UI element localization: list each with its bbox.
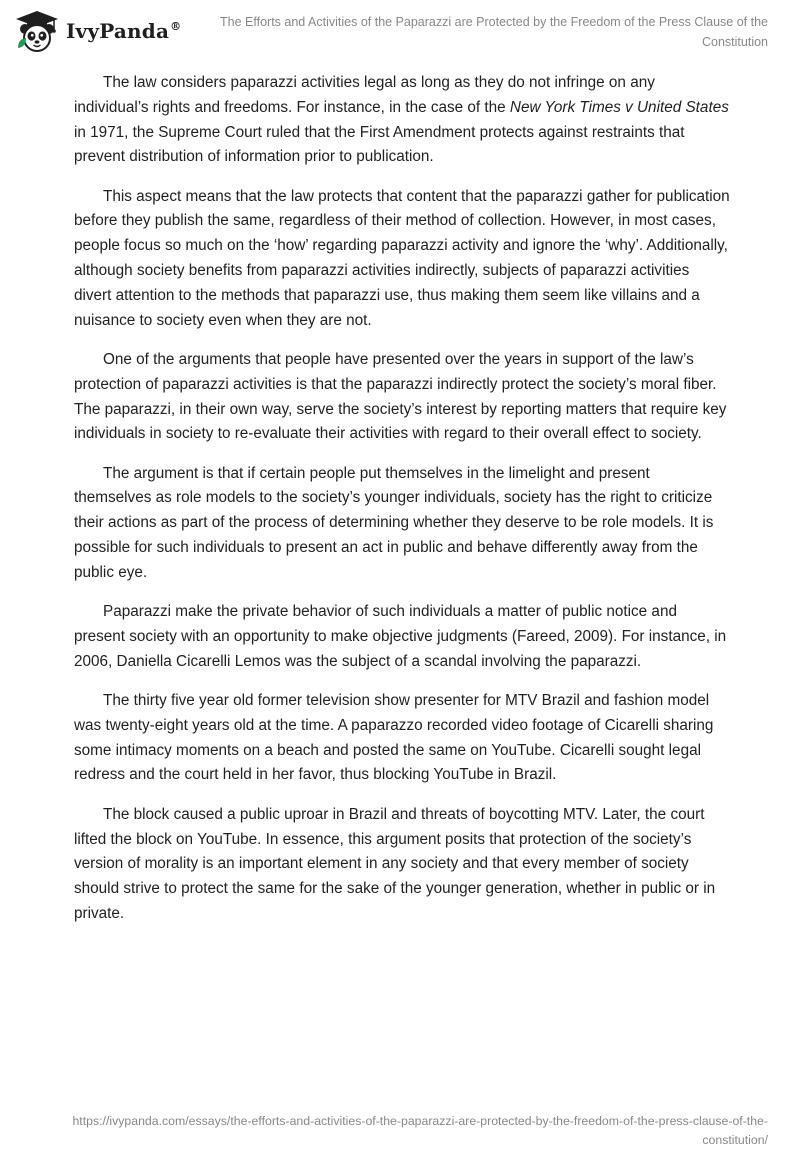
- document-title: The Efforts and Activities of the Paparazzi are Protected by the Freedom of the Press Clause of the Constitution: [220, 15, 768, 49]
- paragraph: Paparazzi make the private behavior of such individuals a matter of public notice and present society with an opportunity to make objective judgments (Fareed, 2009). For instance, in 2006, Daniella Cicarelli Lemos was the subject of a scandal involving the paparazzi.: [74, 603, 727, 670]
- paragraph: The block caused a public uproar in Brazil and threats of boycotting MTV. Later, the court lifted the block on YouTube. In essence, this argument posits that protection of the society’s version of morality is an important element in any society and that every member of society should strive to protect the same for the sake of the younger generation, whether in public or in private.: [74, 805, 716, 922]
- paragraph: This aspect means that the law protects that content that the paparazzi gather for publication before they publish the same, regardless of their method of collection. However, in most cases, people focus so much on the ‘how’ regarding paparazzi activity and ignore the ‘why’. Additionally, although society benefits from paparazzi activities indirectly, subjects of paparazzi activities divert attention to the methods that paparazzi use, thus making them seem like villains and a nuisance to society even when they are not.: [74, 187, 730, 329]
- ivypanda-logo[interactable]: [14, 8, 181, 54]
- paragraph: The thirty five year old former television show presenter for MTV Brazil and fashion model was twenty-eight years old at the time. A paparazzo recorded video footage of Cicarelli sharing some intimacy moments on a beach and posted the same on YouTube. Cicarelli sought legal redress and the court held in her favor, thus blocking YouTube in Brazil.: [74, 692, 714, 784]
- paragraph: The argument is that if certain people put themselves in the limelight and present themselves as role models to the society’s younger individuals, society has the right to criticize their actions as part of the process of determining whether they deserve to be role models. It is possible for such individuals to present an act in public and behave differently away from the public eye.: [74, 464, 714, 581]
- essay-body: [74, 71, 730, 941]
- case-citation: New York Times v United States: [509, 98, 729, 116]
- panda-graduate-icon: [14, 8, 60, 54]
- paragraph: One of the arguments that people have presented over the years in support of the law’s protection of paparazzi activities is that the paparazzi indirectly protect the society’s moral fiber. The paparazzi, in their own way, serve the society’s interest by reporting matters that require key individuals in society to re-evaluate their activities with regard to their overall effect to society.: [74, 350, 727, 443]
- source-url[interactable]: https://ivypanda.com/essays/the-efforts-and-activities-of-the-paparazzi-are-protected-by-the-freedom-of-the-press-clause-of-the-constitution/: [72, 1114, 768, 1147]
- brand-name: IvyPanda®: [66, 19, 182, 43]
- paragraph: The law considers paparazzi activities legal as long as they do not infringe on any individual’s rights and freedoms. For instance, in the case of the New York Times v United States in 1971, the Supreme Court ruled that the First Amendment protects against restraints that prevent distribution of information prior to publication.: [74, 74, 729, 166]
